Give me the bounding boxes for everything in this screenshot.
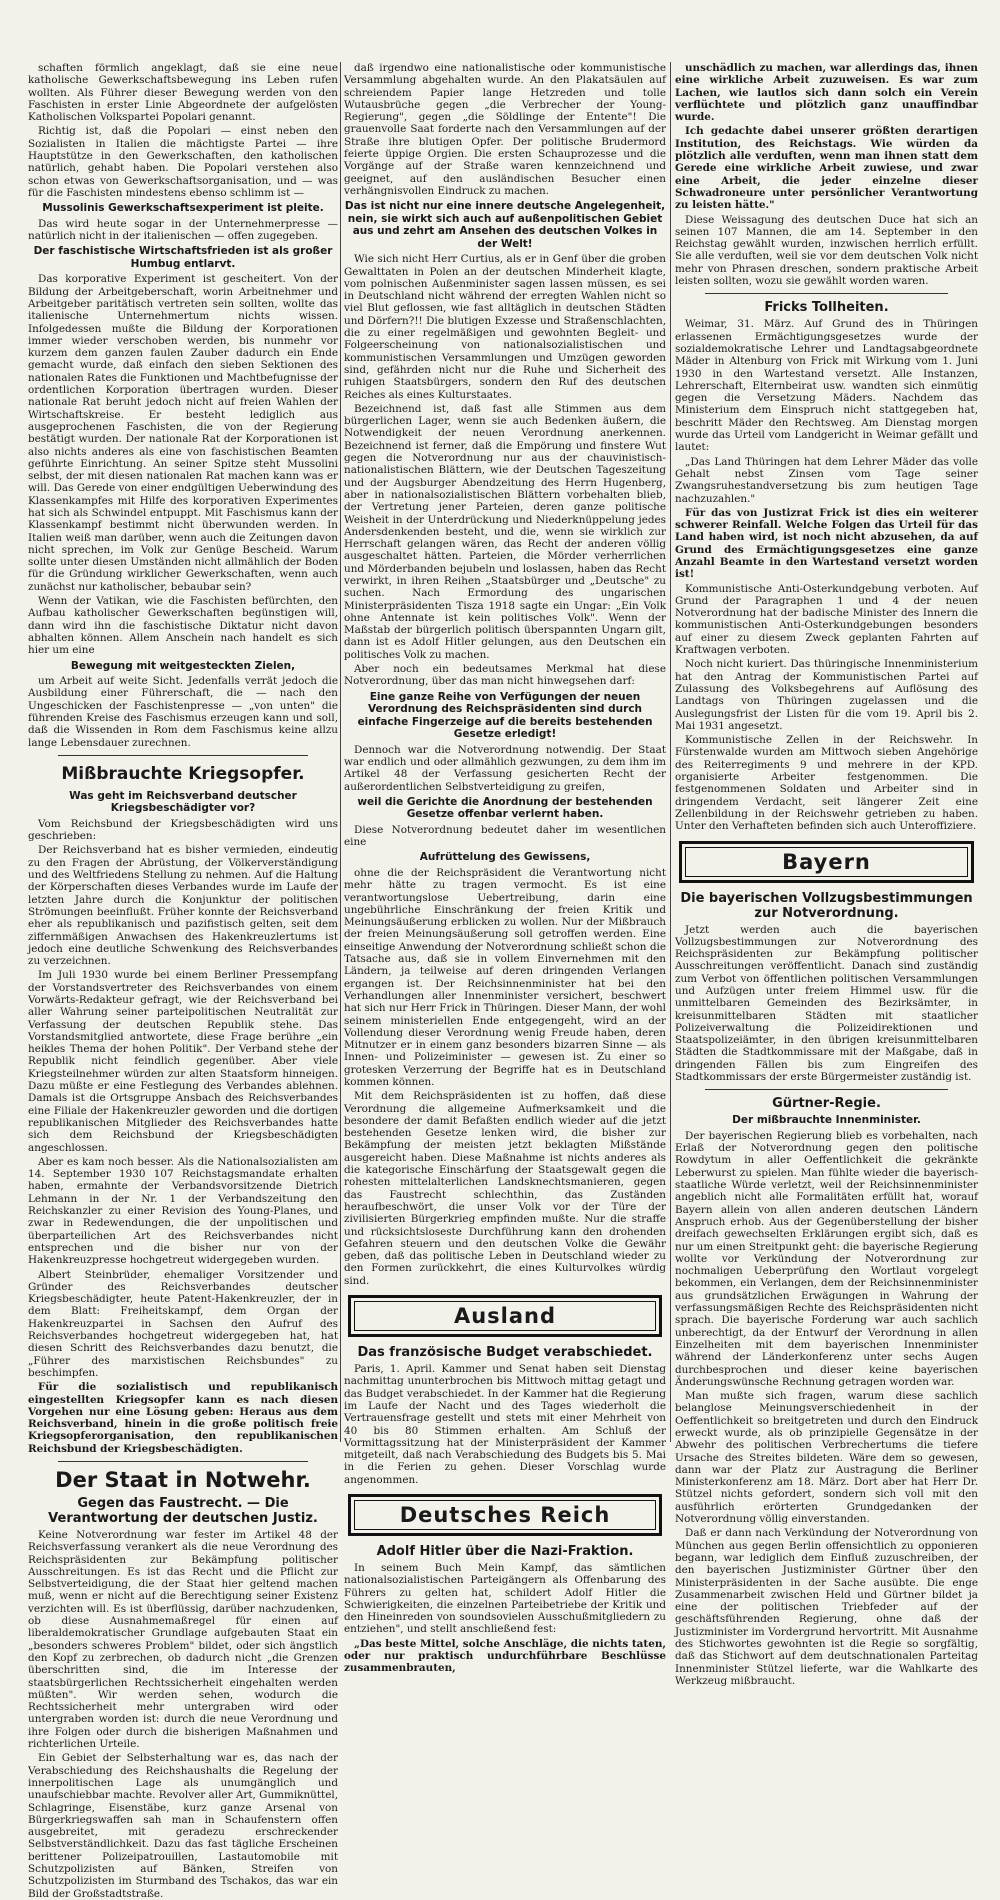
subheading: Der mißbrauchte Innenminister. — [732, 1114, 921, 1127]
column-1 — [28, 62, 338, 1900]
paragraph: unschädlich zu machen, war allerdings das, ihnen eine wirkliche Arbeit zuzuweisen. Es war zum Lachen, wie lautlos sich dann solch ein Verein verflüchtete und plötzlich ganz unauffindbar wurde. — [675, 62, 978, 124]
paragraph: Dennoch war die Notverordnung notwendig. Der Staat war endlich und oder allmählich gezwungen, zu dem ihm im Artikel 48 der Verfassung gesicherten Recht der außerordentlichen Selbstverteidigung zu greifen, — [344, 743, 666, 793]
subheading: Das ist nicht nur eine innere deutsche Angelegenheit, nein, sie wirkt sich auch auf außenpolitischen Gebiet aus und zehrt am Ansehen des deutschen Volkes in der Welt! — [344, 200, 666, 250]
paragraph: Im Juli 1930 wurde bei einem Berliner Pressempfang der Vorstandsvertreter des Reichsverbandes von einem Vorwärts-Redakteur gefragt, wie der Reichsverband bei aller Wahrung seiner parteipolitischen Neutralität zur Verfassung der deutschen Republik stehe. Das Vorstandsmitglied antwortete, diese Frage berühre „ein heikles Thema der hohen Politik". Der Verband stehe der Republik nicht feindlich gegenüber. Aber viele Kriegsteilnehmer würden zur alten Staatsform hinneigen. Dazu müßte er eine Festlegung des Verbandes ablehnen. Damals ist die Ortsgruppe Ansbach des Reichsverbandes eine Filiale der Hakenkreuzler geworden und die dortigen republikanischen Mitglieder des Reichsverbandes hatte sich dem Reichsbund der Kriegsbeschädigten angeschlossen. — [28, 969, 338, 1154]
headline: Fricks Tollheiten. — [764, 300, 889, 316]
subheading: Gegen das Faustrecht. — Die Verantwortung der deutschen Justiz. — [48, 1495, 318, 1526]
subheading: Der faschistische Wirtschaftsfrieden ist als großer Humbug entlarvt. — [33, 245, 333, 270]
paragraph: Kommunistische Anti-Osterkundgebung verboten. Auf Grund der Paragraphen 1 und 4 der neuen Notverordnung hat der badische Minister des Innern die kommunistischen Anti-Osterkundgebungen besonders auf einer zu diesem Zweck geplanten Fahrten auf Kraftwagen verboten. — [675, 582, 978, 657]
subheading: weil die Gerichte die Anordnung der bestehenden Gesetze offenbar verlernt haben. — [357, 795, 653, 821]
paragraph: Kommunistische Zellen in der Reichswehr. In Fürstenwalde wurden am Mittwoch sieben Angehörige des Reiterregiments 9 und mehrere in der KPD. organisierte Arbeiter festgenommen. Die festgenommenen Soldaten und Arbeiter sind in dringendem Verdacht, seit längerer Zeit eine Zellenbildung in der Reichswehr getrieben zu haben. Unter den Verhafteten befinden sich auch Unteroffiziere. — [675, 734, 978, 833]
separator — [58, 1461, 308, 1462]
paragraph: Wenn der Vatikan, wie die Faschisten befürchten, den Aufbau katholischer Gewerkschaften begünstigen will, dann wird ihn die faschistische Diktatur nicht davon abhalten können. Allem Anschein nach handelt es sich hier um eine — [28, 595, 338, 657]
section-box-ausland — [348, 1295, 662, 1337]
paragraph: Diese Notverordnung bedeutet daher im wesentlichen eine — [344, 823, 666, 849]
paragraph: Paris, 1. April. Kammer und Senat haben seit Dienstag nachmittag ununterbrochen bis Mittwoch mittag getagt und das Budget verabschiedet. In der Kammer hat die Regierung im Laufe der Nacht und des Tages wiederholt die Vertrauensfrage gestellt und stets mit einer Mehrheit von 40 bis 80 Stimmen erhalten. Am Schluß der Vormittagssitzung hat der Ministerpräsident der Kammer mitgeteilt, daß nach Verabschiedung des Budgets bis 5. Mai in die Ferien zu gehen. Dieser Vorschlag wurde angenommen. — [344, 1363, 666, 1486]
paragraph: Das korporative Experiment ist gescheitert. Von der Bildung der Arbeitgeberschaft, worin Arbeitnehmer und Arbeitgeber paritätisch vertreten sein sollten, wollte das italienische Unternehmertum nichts wissen. Infolgedessen mußte die Bildung der Korporationen immer wieder verschoben werden, bis nunmehr vor kurzem dem ganzen faulen Zauber dadurch ein Ende gemacht wurde, daß einfach den sieben Sektionen des nationalen Rates die Funktionen und Machtbefugnisse der ordentlichen Korporation übertragen wurden. Dieser nationale Rat beruht jedoch nicht auf freien Wahlen der Wirtschaftskreise. Er besteht lediglich aus ausgeprochenen Faschisten, die von der Regierung bestätigt wurden. Der nationale Rat der Korporationen ist also nichts anderes als eine von faschistischen Beamten geführte Einrichtung. An seiner Spitze steht Mussolini selbst, der mit diesen nationalen Rat machen kann was er will. Das Gerede von einer endgültigen Ueberwindung des Klassenkampfes mit Hilfe des korporativen Experimentes hat sich als Schwindel entpuppt. Mit Faschismus kann der Klassenkampf bestimmt nicht überwunden werden. In Italien weiß man darüber, wenn auch die Zeitungen davon nicht sprechen, im Volk zur Genüge Bescheid. Warum sollte unter diesen Umständen nicht allmählich der Boden für die Gründung wirklicher Gewerkschaften, wenn auch zunächst nur katholischer, bebaubar sein? — [28, 273, 338, 593]
paragraph: um Arbeit auf weite Sicht. Jedenfalls verrät jedoch die Ausbildung einer Führerschaft, die — nach den Ungeschicken der Faschistenpresse — „von unten" die führenden Kreise des Faschismus erzeugen kann und soll, daß die Wissenden in Rom dem Faschismus keine allzu lange Lebensdauer zurechnen. — [28, 675, 338, 749]
paragraph: Ich gedachte dabei unserer größten derartigen Institution, des Reichstags. Wie würden da plötzlich alle verduften, wenn man ihnen statt dem Gerede eine wirkliche Arbeit zuwiese, und zwar eine Arbeit, die jeder einzelne dieser Schwadroneure unter persönlicher Verantwortung zu leisten hätte." — [675, 125, 978, 212]
section-title: Ausland — [354, 1301, 656, 1331]
column-divider — [340, 62, 341, 1442]
subheading: Eine ganze Reihe von Verfügungen der neuen Verordnung des Reichspräsidenten sind durch einfache Fingerzeige auf die bereits bestehenden Gesetze erledigt! — [357, 690, 653, 741]
section-box-bayern — [679, 841, 974, 883]
headline: Mißbrauchte Kriegsopfer. — [61, 763, 305, 784]
headline: Die bayerischen Vollzugsbestimmungen zur Notverordnung. — [680, 890, 973, 921]
paragraph: Für die sozialistisch und republikanisch eingestellten Kriegsopfer kann es nach diesen Vorgehen nur eine Lösung geben: Heraus aus dem Reichsverband, hinein in die große politisch freie Kriegsopferorganisation, den republikanischen Reichsbund der Kriegsbeschädigten. — [28, 1381, 338, 1455]
column-2 — [344, 62, 666, 1675]
paragraph: schaften förmlich angeklagt, daß sie eine neue katholische Gewerkschaftsbewegung ins Leben rufen wollten. Als Führer dieser Bewegung werden von den Faschisten in erster Linie Abgeordnete der aufgelösten Katholischen Volkspartei Popolari genannt. — [28, 62, 338, 124]
paragraph: „Das beste Mittel, solche Anschläge, die nichts taten, oder nur praktisch undurchführbare Beschlüsse zusammenbrauten, — [344, 1637, 666, 1675]
headline: Adolf Hitler über die Nazi-Fraktion. — [376, 1544, 634, 1559]
section-title: Deutsches Reich — [354, 1500, 656, 1530]
headline: Das französische Budget verabschiedet. — [357, 1345, 653, 1361]
paragraph: Keine Notverordnung war fester im Artikel 48 der Reichsverfassung verankert als die neue Verordnung des Reichspräsidenten zur Bekämpfung politischer Ausschreitungen. Es ist das Recht und die Pflicht zur Selbstverteidigung, die der Staat hier geltend machen muß, wenn er nicht auf die Berechtigung seiner Existenz verzichten will. Es ist überflüssig, darüber nachzudenken, ob diese Ausnahmemaßregel für einen auf liberaldemokratischer Grundlage aufgebauten Staat ein „besonders schweres Problem" bildet, oder sich ängstlich den Kopf zu zerbrechen, ob dadurch nicht „die Grenzen überschritten sind, die im Interesse der staatsbürgerlichen Rechtssicherheit eingehalten werden müßten". Wir werden sehen, wodurch die Rechtssicherheit mehr untergraben wird oder untergraben worden ist: durch die neue Verordnung und ihre Folgen oder durch die bisherigen Maßnahmen und richterlichen Urteile. — [28, 1528, 338, 1751]
paragraph: Jetzt werden auch die bayerischen Vollzugsbestimmungen zur Notverordnung des Reichspräsidenten zur Bekämpfung politischer Ausschreitungen veröffentlicht. Danach sind zuständig zum Verbot von öffentlichen politischen Versammlungen und Aufzügen unter freiem Himmel usw. für die unmittelbaren Gemeinden des Bezirksämter, in kreisunmittelbaren Städten mit staatlicher Polizeiverwaltung die Polizeidirektionen und Staatspolizeiämter, in den übrigen kreisunmittelbaren Städten die Stadtkommissare mit der Maßgabe, daß in dringenden Fällen bis zum Eingreifen des Stadtkommissars der erste Bürgermeister zuständig ist. — [675, 923, 978, 1084]
subheading: Aufrüttelung des Gewissens, — [419, 851, 591, 864]
paragraph: Richtig ist, daß die Popolari — einst neben den Sozialisten in Italien die mächtigste Partei — ihre Hauptstütze in den Gewerkschaften, den katholischen natürlich, gehabt haben. Die Popolari verstehen also schon etwas von Gewerkschaftsorganisation, und — was für die Faschisten mindestens ebenso schlimm ist — — [28, 125, 338, 199]
subheading: Was geht im Reichsverband deutscher Kriegsbeschädigter vor? — [69, 789, 297, 815]
paragraph: Aber noch ein bedeutsames Merkmal hat diese Notverordnung, über das man nicht hinwegsehen darf: — [344, 663, 666, 688]
paragraph: ohne die der Reichspräsident die Verantwortung nicht mehr hätte zu tragen vermocht. Es ist eine verantwortungslose Uebertreibung, darin eine ungebührliche Einschränkung der freien Kritik und Meinungsäußerung erblicken zu wollen. Nur der Mißbrauch der freien Meinungsäußerung soll getroffen werden. Eine einseitige Anwendung der Notverordnung schließt schon die Tatsache aus, daß sie in vollem Einvernehmen mit den Ländern, ja teilweise auf deren dringenden Verlangen ergangen ist. Der Reichsinnenminister hat bei den Verhandlungen aller Innenminister versichert, beschwert hat sich nur Herr Frick in Thüringen. Dieser Mann, der wohl seinem ministeriellen Ende entgegengeht, wird an der Vollendung dieser Verordnung wenig Freude haben, deren Mitnutzer er in einem ganz besonders bizarren Sinne — als Innen- und Polizeiminister — gewesen ist. Zu einer so grotesken Verzerrung der Begriffe hat es in Deutschland kommen können. — [344, 866, 666, 1088]
paragraph: Der bayerischen Regierung blieb es vorbehalten, nach Erlaß der Notverordnung gegen den politische Rowdytum in aller Oeffentlichkeit die gekränkte Leberwurst zu spielen. Man fühlte wieder die bayerisch-staatliche Würde verletzt, weil der Reichsinnenminister angeblich nicht alle Formalitäten erfüllt hat, worauf Bayern allein von allen anderen deutschen Ländern Anspruch erhob. Aus der Gegenüberstellung der bisher dreifach gewechselten Erklärungen ergibt sich, daß es nur um einen Streitpunkt geht: die bayerische Regierung wollte vor Verkündung der Notverordnung zur nochmaligen Ueberprüfung den Wortlaut vorgelegt bekommen, ein Verlangen, dem der Reichsinnenminister aus grundsätzlichen Erwägungen in Wahrung der verfassungsmäßigen Rechte des Reichspräsidenten nicht sprach. Die bayerische Forderung war auch sachlich unberechtigt, da der Entwurf der Verordnung in allen Einzelheiten mit dem bayerischen Innenminister während der Länderkonferenz unter sechs Augen durchbesprochen und dieser keine bayerischen Änderungswünsche Rechnung getragen worden war. — [675, 1129, 978, 1388]
paragraph: Mit dem Reichspräsidenten ist zu hoffen, daß diese Verordnung die allgemeine Aufmerksamkeit und die besondere der damit Befaßten endlich wieder auf die jetzt bestehenden Gesetze lenken wird, die bisher zur Bekämpfung der meisten jetzt beklagten Mißstände ausgereicht haben. Diese Maßnahme ist nichts anderes als die kategorische Einschärfung der Staatsgewalt gegen die rohesten mittelalterlichen Landsknechtsmanieren, gegen das Faustrecht schlechthin, das Zuständen heraufbeschwört, die unser Volk vor der Türe der zivilisierten Bürgerkrieg empfinden mußte. Nur die straffe und rücksichtsloseste Durchführung kann den drohenden Gefahren steuern und den deutschen Volke die Gewähr geben, daß das politische Leben in Deutschland wieder zu den Formen zurückkehrt, die eines Kulturvolkes würdig sind. — [344, 1090, 666, 1287]
headline: Der Staat in Notwehr. — [55, 1467, 311, 1492]
headline: Gürtner-Regie. — [772, 1096, 881, 1112]
subheading: Bewegung mit weitgesteckten Zielen, — [70, 659, 296, 672]
paragraph: Daß er dann nach Verkündung der Notverordnung von München aus gegen Berlin offensichtlich zu opponieren begann, war lediglich dem Einfluß zuzuschreiben, der den bayerischen Justizminister Gürtner über den Ministerpräsidenten in der Sache ausübte. Die enge Zusammenarbeit zwischen Held und Gürtner bildet ja eine der politischen Triebfeder auf der geschäftsführenden Regierung, ohne daß der Justizminister im Vordergrund hervortritt. Mit Ausnahme des Stichwortes gewohnten ist die Regie so sorgfältig, daß das Stichwort auf dem deutschnationalen Parteitag Innenminister Stützel lieferte, war die Wahlkarte des Werkzeug mißbraucht. — [675, 1527, 978, 1687]
paragraph: Man mußte sich fragen, warum diese sachlich belanglose Meinungsverschiedenheit in der Oeffentlichkeit so breitgetreten und durch den Eindruck erweckt wurde, als ob prinzipielle Gegensätze in der Abwehr des politischen Verbrechertums die tiefere Ursache des Streites bildeten. Wäre dem so gewesen, dann war der Platz zur Austragung die Berliner Ministerkonferenz am 18. März. Dort aber hat Herr Dr. Stützel nichts gefordert, sondern sich voll mit den ausführlich erörterten Grundgedanken der Notverordnung völlig einverstanden. — [675, 1390, 978, 1526]
separator — [705, 293, 948, 294]
paragraph: Diese Weissagung des deutschen Duce hat sich an seinen 107 Mannen, die am 14. September in den Reichstag gewählt wurden, inzwischen herrlich erfüllt. Sie alle verduften, weil sie vor dem deutschen Volk nicht mehr von Phrasen dreschen, sondern praktische Arbeit leisten sollten, wozu sie gewählt worden waren. — [675, 213, 978, 288]
paragraph: Ein Gebiet der Selbsterhaltung war es, das nach der Verabschiedung des Reichshaushalts die Regelung der innerpolitischen Lage als unumgänglich und unaufschiebbar machte. Revolver aller Art, Gummiknüttel, Schlagringe, Eisenstäbe, kurz ganze Arsenal von Bürgerkriegswaffen sah man in Schaufenstern offen ausgebreitet, mit geradezu erschreckender Selbstverständlichkeit. Dazu das fast tägliche Erscheinen berittener Polizeipatrouillen, Lastautomobile mit Schutzpolizisten auf Bänken, Streifen von Schutzpolizisten im Sturmband des Tschakos, das war ein Bild der Großstadtstraße. — [28, 1752, 338, 1900]
section-box-reich — [348, 1494, 662, 1536]
paragraph: Für das von Justizrat Frick ist dies ein weiterer schwerer Reinfall. Welche Folgen das Urteil für das Land haben wird, ist noch nicht abzusehen, da auf Grund des Ermächtigungsgesetzes eine ganze Anzahl Beamte in den Wartestand versetzt worden ist! — [675, 506, 978, 581]
paragraph: Weimar, 31. März. Auf Grund des in Thüringen erlassenen Ermächtigungsgesetzes wurde der sozialdemokratische Lehrer und Landtagsabgeordnete Mäder in Altenburg von Frick mit Wirkung vom 1. Juni 1930 in den Wartestand versetzt. Alle Instanzen, Lehrerschaft, Elternbeirat usw. wandten sich einmütig gegen die Versetzung Mäders. Nachdem das Ministerium dem Einspruch nicht stattgegeben hat, beschritt Mäder den Rechtsweg. Am Dienstag morgen wurde das Urteil vom Landgericht in Weimar gefällt und lautet: — [675, 318, 978, 454]
paragraph: Bezeichnend ist, daß fast alle Stimmen aus dem bürgerlichen Lager, wenn sie auch Bedenken äußern, die Notwendigkeit der neuen Verordnung anerkennen. Bezeichnend ist ferner, daß die Empörung und finstere Wut gegen die Notverordnung nur aus der chauvinistisch-nationalistischen Blättern, wie der Deutschen Tageszeitung und der Augsburger Abendzeitung des Herrn Hugenberg, aber in nationalsozialistischen Blättern vorbehalten blieb, der Vertretung jener Parteien, deren ganze politische Weisheit in der Unterdrückung und Niederknüppelung jedes Andersdenkenden besteht, und die, wenn sie wirklich zur Herrschaft gelangen wären, das Recht der anderen völlig ausgeschaltet hätten. Parteien, die Mörder verherrlichen und Mörderbanden bejubeln und loslassen, haben das Recht verwirkt, in ihren Reihen „Staatsbürger und „Deutsche" zu suchen. Nach Ermordung des ungarischen Ministerpräsidenten Tisza 1918 sagte ein Ungar: „Ein Volk ohne Antennate ist kein politisches Volk". Wenn der Maßstab der bürgerlich politisch überspannten Ungarn gilt, dann ist es Adolf Hitler gelungen, aus den Deutschen ein politisches Volk zu machen. — [344, 402, 666, 661]
section-title: Bayern — [685, 847, 968, 877]
paragraph: „Das Land Thüringen hat dem Lehrer Mäder das volle Gehalt nebst Zinsen vom Tage seiner Zwangsruhestandversetzung bis zum heutigen Tage nachzuzahlen." — [675, 455, 978, 505]
paragraph: Albert Steinbrüder, ehemaliger Vorsitzender und Gründer des Reichsverbandes deutscher Kriegsbeschädigter, heute Patent-Hakenkreuzler, der in dem Blatt: Freiheitskampf, dem Organ der Hakenkreuzpartei in Sachsen den Aufruf des Reichsverbandes hochgetreut widergegeben hat, hat diesen Schritt des Reichsverbandes dazu benutzt, die „Führer des marxistischen Reichsbundes" zu beschimpfen. — [28, 1268, 338, 1379]
paragraph: Der Reichsverband hat es bisher vermieden, eindeutig zu den Fragen der Abrüstung, der Völkerverständigung und des Weltfriedens Stellung zu nehmen. Auf die Haltung der Körperschaften dieses Verbandes wurde im Laufe der letzten Jahre durch die Konjunktur der politischen Strömungen beeinflußt. Früher konnte der Reichsverband eher als republikanisch und pazifistisch gelten, seit dem ziffernmäßigen Anwachsen des Hakenkreuzlertums ist jedoch eine deutliche Schwenkung des Reichsverbandes zu verzeichnen. — [28, 844, 338, 968]
separator — [705, 1089, 948, 1090]
subheading: Mussolinis Gewerkschaftsexperiment ist pleite. — [42, 202, 324, 215]
column-3 — [675, 62, 978, 1687]
paragraph: In seinem Buch Mein Kampf, das sämtlichen nationalsozialistischen Parteigängern als Offenbarung des Führers zu gelten hat, schildert Adolf Hitler die Schwierigkeiten, die einzelnen Parteibetriebe der Kritik und den Hineinreden von soundsovielen Ausschußmitgliedern zu entziehen", und stellt anschließend fest: — [344, 1562, 666, 1636]
paragraph: Aber es kam noch besser. Als die Nationalsozialisten am 14. September 1930 107 Reichstagsmandate erhalten haben, ermahnte der Verbandsvorsitzende Dietrich Lehmann in der Nr. 1 der Verbandszeitung den Reichskanzler zu einer Revision des Young-Planes, und zwar in Redewendungen, die der unpolitischen und überparteilichen Art des Reichsverbandes nicht entsprechen und die bisher nur von der Hakenkreuzpresse hochgetreut widergegeben wurden. — [28, 1155, 338, 1267]
paragraph: Das wird heute sogar in der Unternehmerpresse — natürlich nicht in der italienischen — offen zugegeben. — [28, 217, 338, 243]
separator — [58, 755, 308, 756]
paragraph: Wie sich nicht Herr Curtius, als er in Genf über die groben Gewalttaten in Polen an der deutschen Minderheit klagte, vom polnischen Außenminister sagen lassen müssen, es sei in Deutschland nicht während der erregten Wahlen nicht so viel Blut geflossen, wie fast alltäglich in deutschen Städten und Dörfern?!! Die blutigen Exzesse und Straßenschlachten, die zu einer regelmäßigen und gewohnten Begleit- und Folgeerscheinung von nationalsozialistischen und kommunistischen Versammlungen und Umzügen geworden sind, gefährden nicht nur die Ruhe und Sicherheit des ruhigen Staatsbürgers, sondern den Ruf des deutschen Reiches als eines Kulturstaates. — [344, 253, 666, 401]
paragraph: daß irgendwo eine nationalistische oder kommunistische Versammlung abgehalten wurde. An den Plakatsäulen auf schreiendem Papier lange Hetzreden und tolle Wutausbrüche gegen „die Verbrecher der Young-Regierung", gegen „die Söldlinge der Entente"! Die grauenvolle Saat forderte nach den Versammlungen auf der Straße ihre blutigen Opfer. Der politische Brudermord feierte üppige Orgien. Die ersten Schauprozesse und die Vorgänge auf der Straße waren kennzeichnend und geeignet, auf den ausländischen Besucher einen verhängnisvollen Eindruck zu machen. — [344, 62, 666, 197]
paragraph: Noch nicht kuriert. Das thüringische Innenministerium hat den Antrag der Kommunistischen Partei auf Zulassung des Volksbegehrens auf Auflösung des Landtags von Thüringen zugelassen und die Auslegungsfrist der Listen für die vom 19. April bis 2. Mai 1931 angesetzt. — [675, 658, 978, 732]
paragraph: Vom Reichsbund der Kriegsbeschädigten wird uns geschrieben: — [28, 817, 338, 843]
column-divider — [670, 62, 671, 1442]
